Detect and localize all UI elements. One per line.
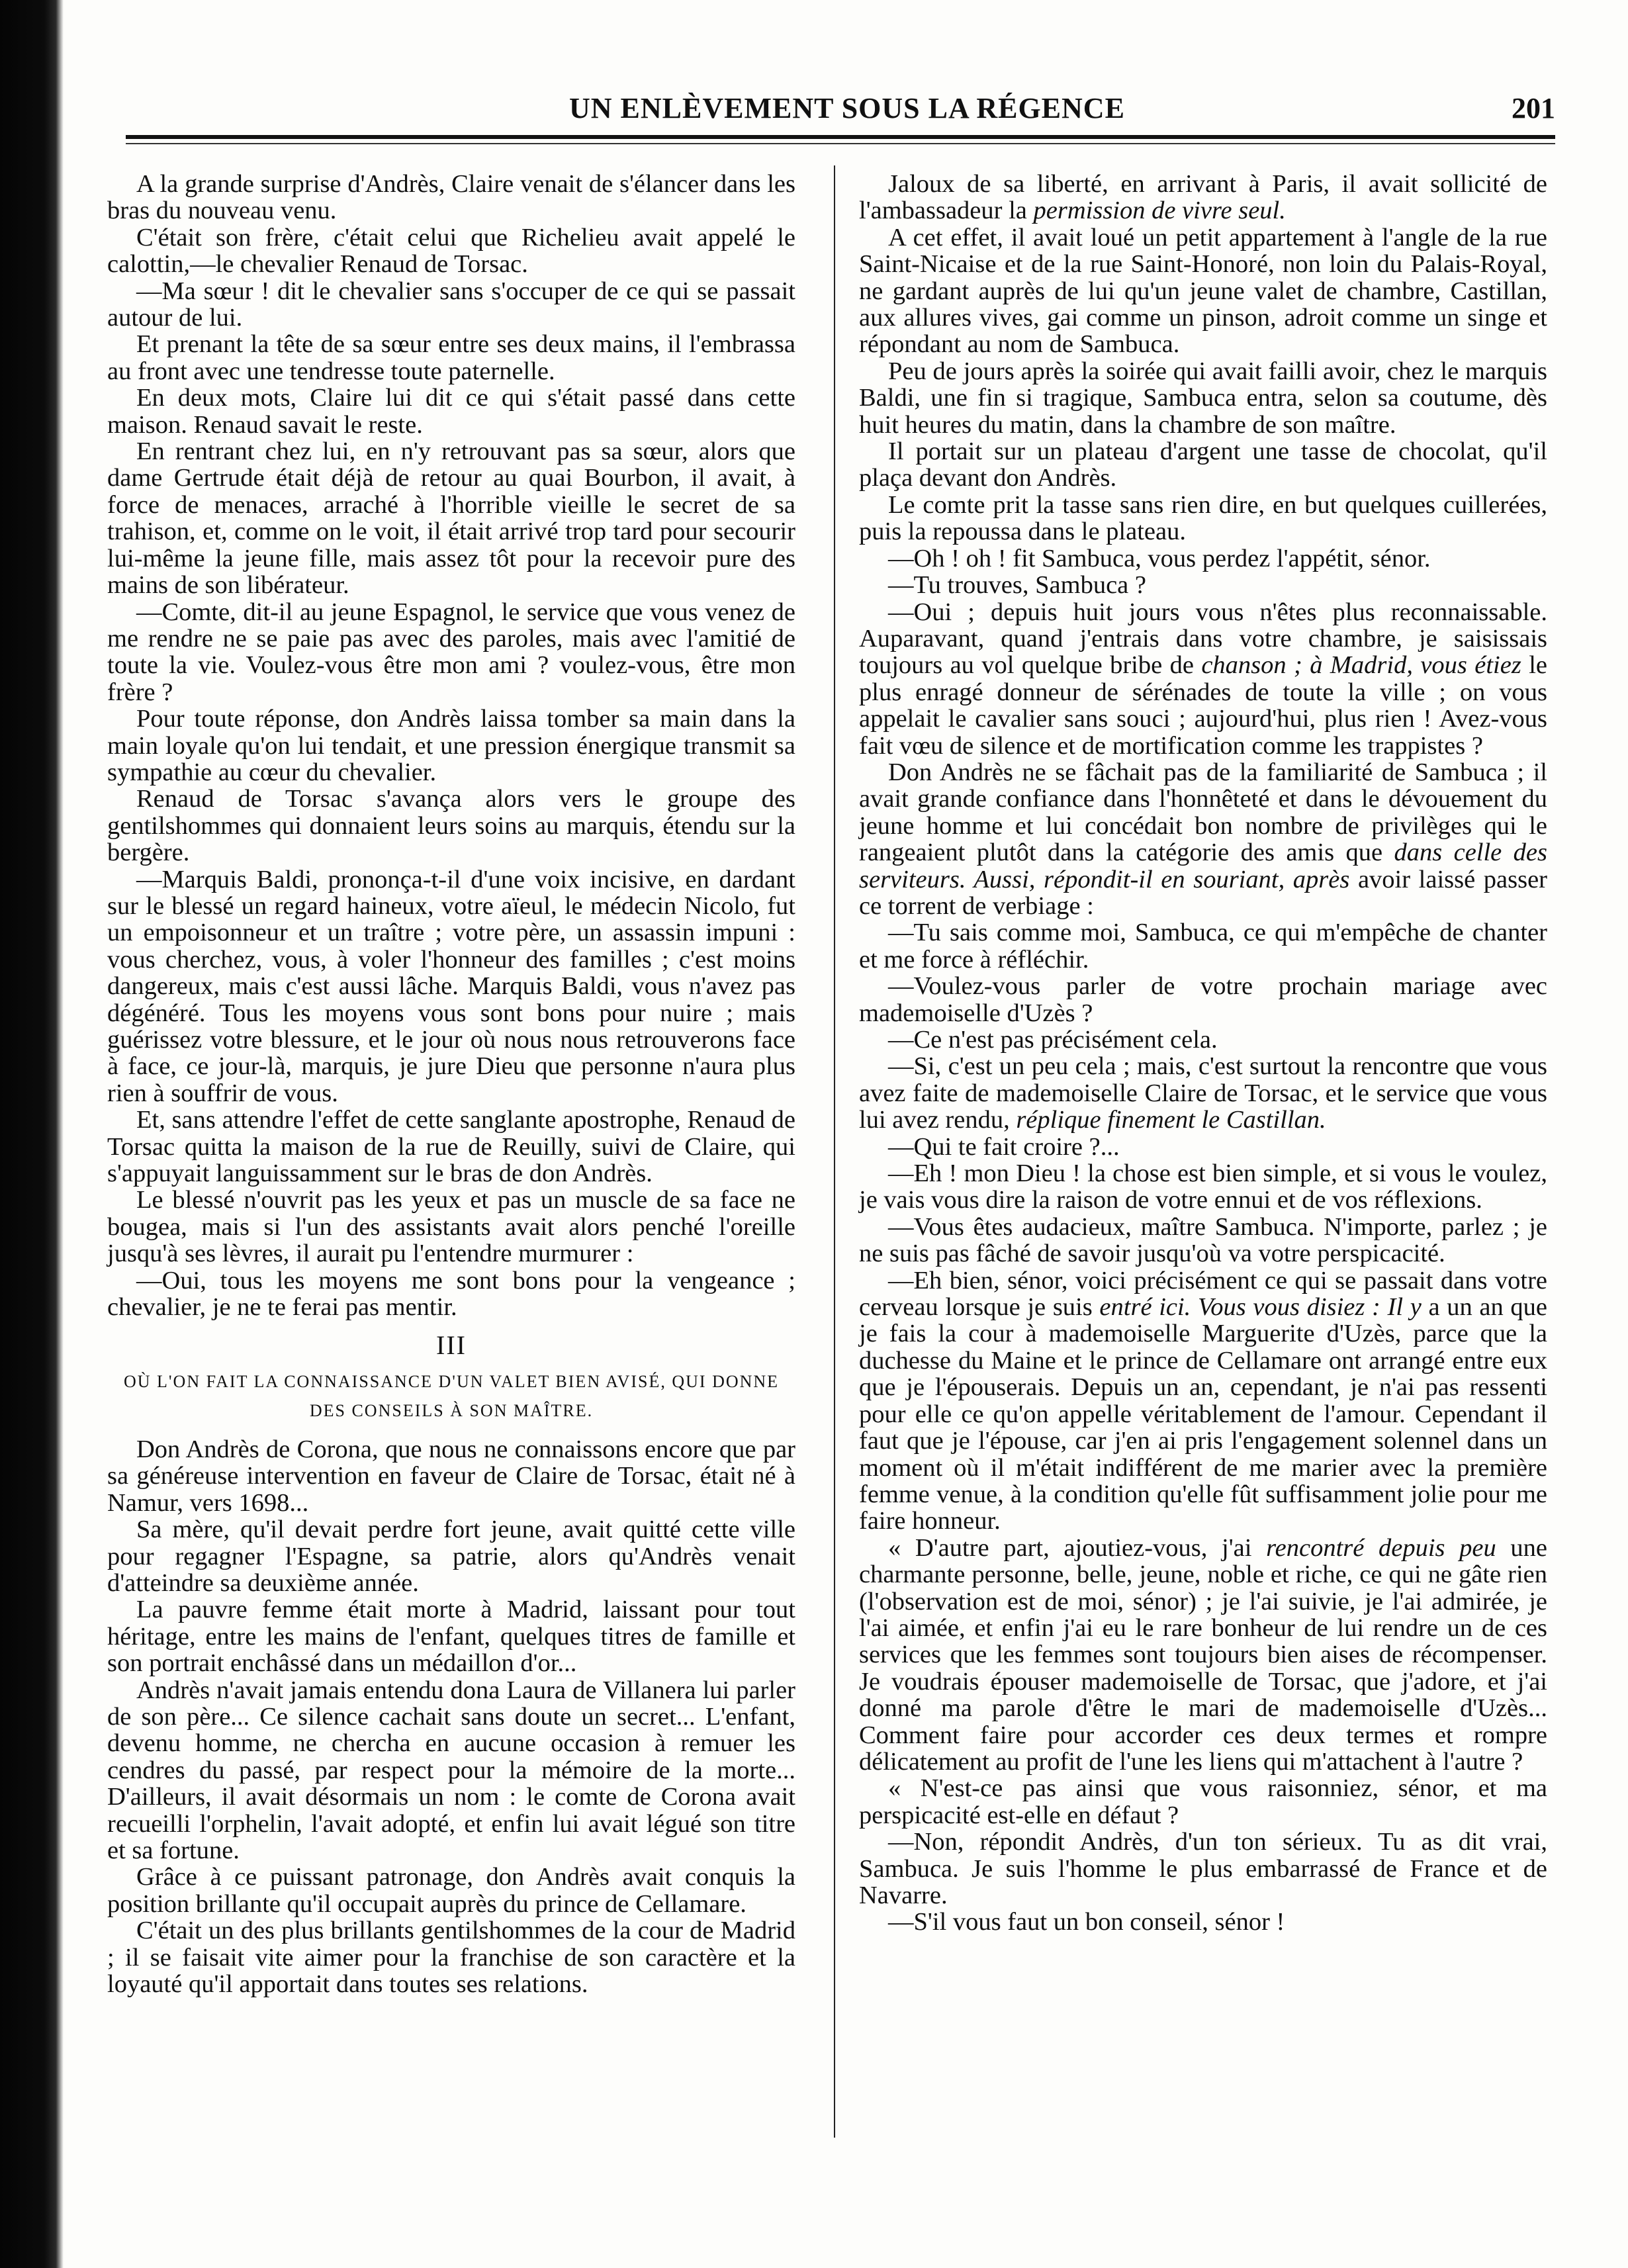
paragraph <box>859 1535 1547 1776</box>
column-divider <box>834 165 835 2138</box>
text-run: une charmante personne, belle, jeune, noble et riche, ce qui ne gâte rien (l'observation est de moi, sénor) ; je l'ai suivie, je l'ai admirée, je l'ai aimée, et enfin j'ai eu le rare bonheur de lui rendre un de ces services que les femmes sont toujours bien aises de récompenser. Je voudrais épouser mademoiselle de Torsac, que j'adore, et j'ai donné ma parole d'être le mari de mademoiselle d'Uzès... Comment faire pour accorder ces deux termes et rompre délicatement au profit de l'une les liens qui m'attachent à l'autre ? <box>859 1533 1548 1776</box>
paragraph: —Comte, dit-il au jeune Espagnol, le service que vous venez de me rendre ne se paie pas avec des paroles, mais avec l'amitié de toute la vie. Voulez-vous être mon ami ? voulez-vous, être mon frère ? <box>107 598 795 706</box>
paragraph: La pauvre femme était morte à Madrid, laissant pour tout héritage, entre les mains de l'enfant, quelques titres de famille et son portrait enchâssé dans un médaillon d'or... <box>107 1596 795 1678</box>
paragraph <box>859 1053 1547 1133</box>
text-run: —Oui ; depuis huit jours vous n'êtes plus reconnaissable. Auparavant, quand j'entrais dans votre chambre, je saisissais toujours au vol quelque bribe de <box>859 598 1547 680</box>
text-run: Jaloux de sa liberté, en arrivant à Paris, il avait sollicité de l'ambassadeur la <box>859 170 1547 225</box>
book-spine-shadow <box>0 0 64 2268</box>
text-run: avoir laissé passer ce torrent de verbiage : <box>859 865 1547 920</box>
paragraph: —Voulez-vous parler de votre prochain mariage avec mademoiselle d'Uzès ? <box>859 972 1547 1027</box>
paragraph: Pour toute réponse, don Andrès laissa tomber sa main dans la main loyale qu'on lui tendait, et une pression énergique transmit sa sympathie au cœur du chevalier. <box>107 705 795 786</box>
paragraph <box>859 759 1547 919</box>
paragraph: —Tu sais comme moi, Sambuca, ce qui m'empêche de chanter et me force à réfléchir. <box>859 919 1547 974</box>
paragraph: C'était son frère, c'était celui que Richelieu avait appelé le calottin,—le chevalier Renaud de Torsac. <box>107 223 795 279</box>
paragraph: Grâce à ce puissant patronage, don Andrès avait conquis la position brillante qu'il occupait auprès du prince de Cellamare. <box>107 1863 795 1918</box>
italic-text: permission de vivre seul. <box>1033 197 1286 225</box>
left-column <box>107 171 795 1997</box>
paragraph: « N'est-ce pas ainsi que vous raisonniez, sénor, et ma perspicacité est-elle en défaut ? <box>859 1774 1547 1829</box>
paragraph: —Tu trouves, Sambuca ? <box>888 571 1146 600</box>
text-run: « D'autre part, ajoutiez-vous, j'ai <box>888 1533 1267 1562</box>
paragraph: —Non, répondit Andrès, d'un ton sérieux. Tu as dit vrai, Sambuca. Je suis l'homme le plus embarrassé de France et de Navarre. <box>859 1828 1547 1909</box>
paragraph: Andrès n'avait jamais entendu dona Laura de Villanera lui parler de son père... Ce silence cachait sans doute un secret... L'enfant, devenu homme, ne chercha en aucune occasion à remuer les cendres du passé, par respect pour la mémoire de la morte... D'ailleurs, il avait désormais un nom : le comte de Corona avait recueilli l'orphelin, l'avait adopté, et enfin lui avait légué son titre et sa fortune. <box>107 1676 795 1864</box>
right-column <box>859 171 1547 1936</box>
paragraph: Le blessé n'ouvrit pas les yeux et pas un muscle de sa face ne bougea, mais si l'un des assistants avait alors penché l'oreille jusqu'à ses lèvres, il aurait pu l'entendre murmurer : <box>107 1186 795 1268</box>
paragraph: —Eh ! mon Dieu ! la chose est bien simple, et si vous le voulez, je vais vous dire la raison de votre ennui et de vos réflexions. <box>859 1159 1547 1214</box>
italic-text: chanson ; à Madrid, vous étiez <box>1201 651 1521 680</box>
paragraph: —Marquis Baldi, prononça-t-il d'une voix incisive, en dardant sur le blessé un regard haineux, votre aïeul, le médecin Nicolo, fut un empoisonneur et un traître ; votre père, un assassin impuni : vous cherchez, vous, à voler l'honneur des familles ; c'est moins dangereux, mais c'est aussi lâche. Marquis Baldi, vous n'avez pas dégénéré. Tous les moyens vous sont bons pour nuire ; mais guérissez votre blessure, et le jour où nous nous retrouverons face à face, ce jour-là, marquis, je jure Dieu que personne n'aura plus rien à souffrir de vous. <box>107 865 795 1107</box>
text-run: —Eh bien, sénor, voici précisément ce qui se passait dans votre cerveau lorsque je suis <box>859 1266 1547 1322</box>
paragraph: —Oh ! oh ! fit Sambuca, vous perdez l'appétit, sénor. <box>888 544 1431 572</box>
running-title: UN ENLÈVEMENT SOUS LA RÉGENCE <box>569 92 1125 124</box>
paragraph: —Ma sœur ! dit le chevalier sans s'occuper de ce qui se passait autour de lui. <box>107 277 795 332</box>
chapter-title: OÙ L'ON FAIT LA CONNAISSANCE D'UN VALET BIEN AVISÉ, QUI DONNE DES CONSEILS À SON MAÎTRE. <box>123 1371 780 1420</box>
paragraph: Renaud de Torsac s'avança alors vers le groupe des gentilshommes qui donnaient leurs soins au marquis, étendu sur la bergère. <box>107 785 795 867</box>
paragraph <box>859 1267 1547 1535</box>
italic-text: rencontré depuis peu <box>1266 1533 1496 1562</box>
text-run: Don Andrès ne se fâchait pas de la familiarité de Sambuca ; il avait grande confiance dans l'honnêteté et dans le dévouement du jeune homme et lui concédait bon nombre de privilèges qui le rangeaient plutôt dans la catégorie des amis que <box>859 758 1547 867</box>
text-run: a un an que je fais la cour à mademoiselle Marguerite d'Uzès, parce que la duchesse du Maine et le prince de Cellamare ont arrangé entre eux que je l'épouserais. Depuis un an, cependant, je n'ai pas ressenti pour elle ce qu'on appelle véritablement de l'amour. Cependant il faut que je l'épouse, car j'en ai pris l'engagement solennel dans un moment où il m'était indifférent de me marier avec la première femme venue, à la condition qu'elle fût suffisamment jolie pour me faire honneur. <box>859 1293 1548 1535</box>
paragraph: —S'il vous faut un bon conseil, sénor ! <box>888 1908 1285 1936</box>
paragraph: A cet effet, il avait loué un petit appartement à l'angle de la rue Saint-Nicaise et de la rue Saint-Honoré, non loin du Palais-Royal, ne gardant auprès de lui qu'un jeune valet de chambre, Castillan, aux allures vives, gai comme un pinson, adroit comme un singe et répondant au nom de Sambuca. <box>859 223 1547 359</box>
italic-text: dans celle des serviteurs. Aussi, répondit-il en souriant, après <box>859 839 1547 893</box>
paragraph: Peu de jours après la soirée qui avait failli avoir, chez le marquis Baldi, une fin si tragique, Sambuca entra, selon sa coutume, dès huit heures du matin, dans la chambre de son maître. <box>859 357 1547 439</box>
paragraph <box>859 171 1547 224</box>
paragraph: —Qui te fait croire ?... <box>888 1132 1120 1161</box>
paragraph: Et, sans attendre l'effet de cette sanglante apostrophe, Renaud de Torsac quitta la maison de la rue de Reuilly, suivi de Claire, qui s'appuyait languissamment sur le bras de don Andrès. <box>107 1106 795 1188</box>
paragraph: —Ce n'est pas précisément cela. <box>888 1026 1218 1054</box>
paragraph: Sa mère, qu'il devait perdre fort jeune, avait quitté cette ville pour regagner l'Espagne, sa patrie, alors qu'Andrès venait d'atteindre sa deuxième année. <box>107 1516 795 1597</box>
paragraph: —Vous êtes audacieux, maître Sambuca. N'importe, parlez ; je ne suis pas fâché de savoir jusqu'où va votre perspicacité. <box>859 1212 1547 1268</box>
paragraph: Et prenant la tête de sa sœur entre ses deux mains, il l'embrassa au front avec une tendresse toute paternelle. <box>107 330 795 385</box>
text-run: —Si, c'est un peu cela ; mais, c'est surtout la rencontre que vous avez faite de mademoiselle Claire de Torsac, et le service que vous lui avez rendu, <box>859 1052 1547 1134</box>
italic-text: réplique finement le Castillan. <box>1016 1106 1326 1134</box>
paragraph: A la grande surprise d'Andrès, Claire venait de s'élancer dans les bras du nouveau venu. <box>107 170 795 225</box>
paragraph: En deux mots, Claire lui dit ce qui s'était passé dans cette maison. Renaud savait le reste. <box>107 384 795 439</box>
paragraph: C'était un des plus brillants gentilshommes de la cour de Madrid ; il se faisait vite aimer pour la franchise de son caractère et la loyauté qu'il apportait dans toutes ses relations. <box>107 1917 795 1998</box>
italic-text: entré ici. Vous vous disiez : Il y <box>1099 1293 1422 1322</box>
paragraph: Don Andrès de Corona, que nous ne connaissons encore que par sa généreuse intervention en faveur de Claire de Torsac, était né à Namur, vers 1698... <box>107 1435 795 1517</box>
running-header <box>126 91 1555 131</box>
paragraph: Il portait sur un plateau d'argent une tasse de chocolat, qu'il plaça devant don Andrès. <box>859 437 1547 492</box>
page-number: 201 <box>1512 92 1555 124</box>
header-rule-thick <box>126 135 1555 139</box>
paragraph: —Oui, tous les moyens me sont bons pour la vengeance ; chevalier, je ne te ferai pas mentir. <box>107 1266 795 1322</box>
paragraph <box>859 599 1547 759</box>
paragraph: Le comte prit la tasse sans rien dire, en but quelques cuillerées, puis la repoussa dans le plateau. <box>859 490 1547 546</box>
text-run: le plus enragé donneur de sérénades de toute la ville ; on vous appelait le cavalier sans souci ; aujourd'hui, plus rien ! Avez-vous fait vœu de silence et de mortification comme les trappistes ? <box>859 651 1547 760</box>
chapter-number: III <box>436 1330 467 1361</box>
paragraph: En rentrant chez lui, en n'y retrouvant pas sa sœur, alors que dame Gertrude était déjà de retour au quai Bourbon, il avait, à force de menaces, arraché à l'horrible vieille le secret de sa trahison, et, comme on le voit, il était arrivé trop tard pour secourir lui-même la jeune fille, mais assez tôt pour la recevoir pure des mains de son libérateur. <box>107 437 795 600</box>
header-rule-thin <box>126 143 1555 144</box>
